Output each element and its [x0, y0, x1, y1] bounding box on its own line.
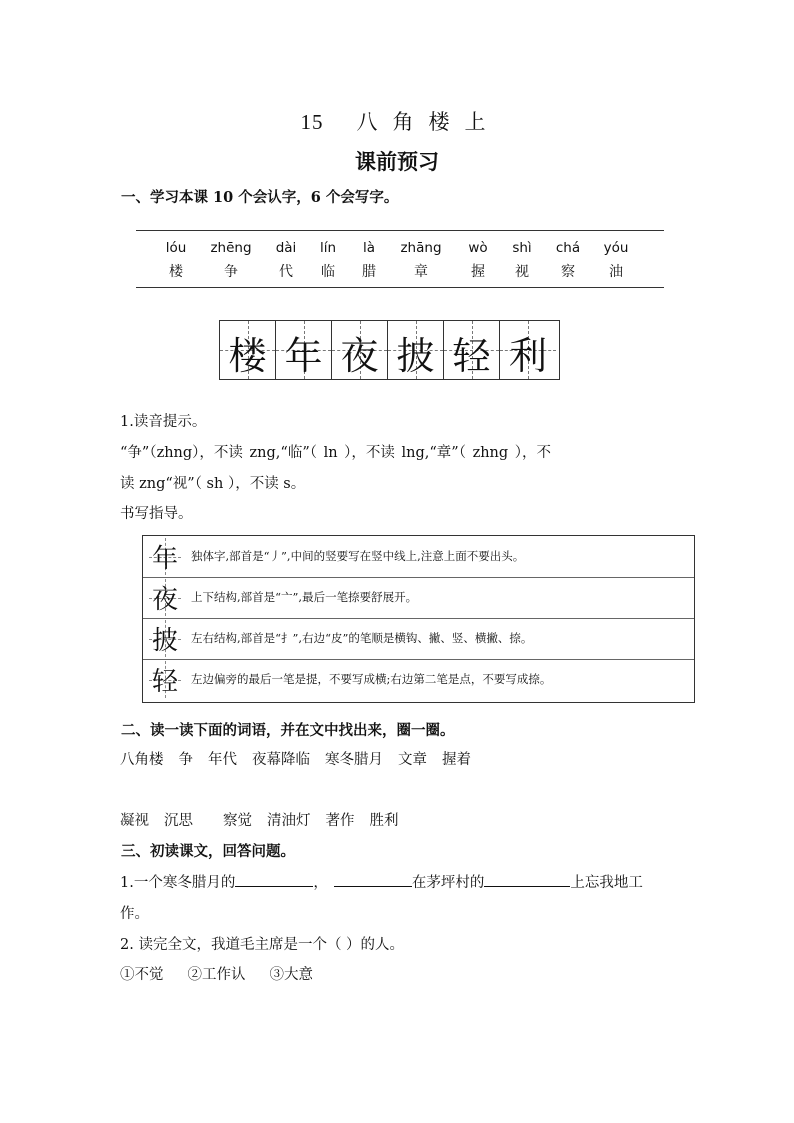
subtitle: 课前预习: [355, 149, 439, 174]
grid-cell: [276, 321, 332, 379]
word: 沉思: [164, 813, 193, 829]
char-cell: 视: [515, 264, 529, 280]
guide-char-box: [149, 538, 181, 575]
guide-text: 左边偏旁的最后一笔是提，不要写成横;右边第二笔是点，不要写成捺。: [191, 672, 552, 686]
q1-mid: 在茅坪村的: [411, 875, 485, 891]
pronunciation-line1: “争”（zhng），不读 zng,“临”（ ln ），不读 lng,“章”（ zhng ），不: [120, 445, 552, 461]
guide-char-box: [149, 579, 181, 616]
word: 握着: [442, 752, 471, 768]
option: ③大意: [269, 967, 313, 983]
pinyin-cell: zhāng: [400, 240, 442, 256]
char-cell: 代: [279, 264, 293, 280]
option: ②工作认: [187, 967, 246, 983]
q1-prefix: 1.一个寒冬腊月的: [120, 875, 236, 891]
option: ①不觉: [120, 967, 164, 983]
guide-char: 夜: [151, 585, 178, 615]
question-2: 2. 读完全文，我道毛主席是一个（ ）的人。: [120, 937, 405, 953]
pinyin-cell: là: [362, 240, 376, 256]
grid-char: 楼: [228, 334, 267, 378]
guide-char-box: [149, 661, 181, 698]
char-cell: 腊: [362, 264, 376, 280]
word-list-2: [120, 809, 414, 830]
pinyin-cell: shì: [512, 240, 532, 256]
word: 胜利: [369, 813, 399, 829]
guide-row: [143, 536, 694, 578]
question-1-line2: 作。: [120, 906, 149, 922]
pinyin-cell: dài: [275, 240, 297, 256]
pinyin-cell: yóu: [603, 240, 629, 256]
word: 著作: [325, 813, 355, 829]
grid-cell: [220, 321, 276, 379]
grid-cell: [388, 321, 444, 379]
char-cell: 楼: [169, 264, 183, 280]
char-cell: 争: [224, 264, 238, 280]
writing-guide-heading: 书写指导。: [120, 506, 193, 522]
guide-row: [143, 618, 694, 660]
title-char: 楼: [428, 110, 451, 134]
pinyin-cell: wò: [468, 240, 488, 256]
pinyin-cell: lóu: [165, 240, 187, 256]
writing-guide-table: [142, 535, 695, 703]
title-char: 角: [392, 110, 415, 134]
guide-row: [143, 659, 694, 701]
answer-blank[interactable]: [235, 872, 313, 887]
options: [120, 963, 313, 984]
lesson-number: 15: [300, 110, 324, 134]
grid-char: 披: [396, 334, 435, 378]
pinyin-cell: chá: [555, 240, 581, 256]
word-list-1: [120, 748, 486, 769]
grid-cell: [332, 321, 388, 379]
word: 文章: [398, 752, 427, 768]
word: 争: [178, 752, 193, 768]
grid-cell: [444, 321, 500, 379]
writing-grid: [219, 320, 560, 380]
guide-row: [143, 577, 694, 619]
grid-char: 轻: [452, 334, 491, 378]
guide-text: 独体字,部首是“丿”,中间的竖要写在竖中线上,注意上面不要出头。: [191, 549, 525, 563]
answer-blank[interactable]: [484, 872, 570, 887]
q1-comma: ，: [313, 875, 328, 891]
word: 寒冬腊月: [325, 752, 383, 768]
char-row: [136, 261, 664, 281]
lesson-title: [0, 106, 794, 136]
char-cell: 章: [414, 264, 428, 280]
section2-heading: 二、读一读下面的词语，并在文中找出来，圈一圈。: [121, 722, 455, 739]
char-cell: 握: [471, 264, 485, 280]
question-1: [120, 871, 643, 892]
guide-char: 披: [151, 626, 178, 656]
word: 凝视: [120, 813, 149, 829]
word: 察觉: [223, 813, 252, 829]
section1-heading: 一、学习本课 10 个会认字，6 个会写字。: [121, 189, 399, 206]
guide-char-box: [149, 620, 181, 657]
pinyin-cell: lín: [319, 240, 337, 256]
answer-blank[interactable]: [334, 872, 412, 887]
grid-char: 利: [508, 334, 547, 378]
guide-char: 轻: [151, 667, 178, 697]
title-char: 八: [356, 110, 379, 134]
grid-char: 夜: [340, 334, 379, 378]
pronunciation-line2: 读 zng“视”（ sh ），不读 s。: [120, 476, 306, 492]
guide-char: 年: [151, 544, 178, 574]
word: 清油灯: [267, 813, 311, 829]
word: 夜幕降临: [252, 752, 310, 768]
word: 年代: [208, 752, 237, 768]
char-cell: 油: [609, 264, 623, 280]
guide-text: 左右结构,部首是“扌”,右边“皮”的笔顺是横钩、撇、竖、横撇、捺。: [191, 631, 533, 645]
word: 八角楼: [120, 752, 164, 768]
grid-char: 年: [284, 334, 323, 378]
char-cell: 察: [561, 264, 575, 280]
grid-cell: [500, 321, 556, 379]
guide-text: 上下结构,部首是“亠”,最后一笔捺要舒展开。: [191, 590, 418, 604]
pinyin-cell: zhēng: [210, 240, 252, 256]
q1-suffix: 上忘我地工: [570, 875, 643, 891]
title-char: 上: [464, 110, 487, 134]
pronunciation-heading: 1.读音提示。: [120, 414, 207, 430]
section3-heading: 三、初读课文，回答问题。: [121, 843, 295, 860]
pinyin-table: [136, 230, 664, 288]
pinyin-row: [136, 240, 664, 260]
char-cell: 临: [321, 264, 335, 280]
